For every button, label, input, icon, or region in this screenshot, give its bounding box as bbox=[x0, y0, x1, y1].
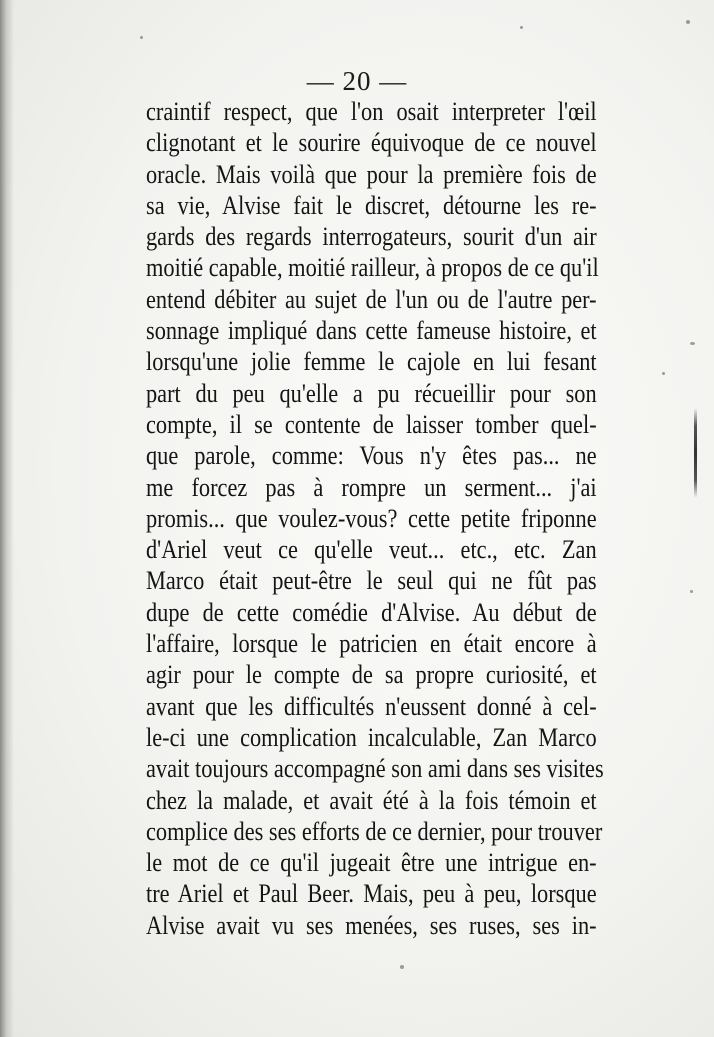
text-line: moitié capable, moitié railleur, à propos de ce qu'il bbox=[146, 253, 599, 283]
paper-speck bbox=[140, 36, 143, 39]
text-line: Alvise avait vu ses menées, ses ruses, ses in- bbox=[146, 910, 597, 940]
text-line: lorsqu'une jolie femme le cajole en lui fesant bbox=[146, 347, 597, 377]
text-line: oracle. Mais voilà que pour la première fois de bbox=[146, 159, 597, 189]
text-line: avait toujours accompagné son ami dans ses visites bbox=[146, 754, 604, 784]
paper-speck bbox=[662, 372, 665, 375]
text-line: clignotant et le sourire équivoque de ce nouvel bbox=[146, 128, 597, 158]
paper-speck bbox=[690, 590, 693, 593]
text-line: part du peu qu'elle a pu récueillir pour son bbox=[146, 378, 597, 408]
text-line: chez la malade, et avait été à la fois témoin et bbox=[146, 785, 597, 815]
body-text bbox=[146, 96, 604, 941]
text-line: entend débiter au sujet de l'un ou de l'autre per- bbox=[146, 284, 597, 314]
text-line: tre Ariel et Paul Beer. Mais, peu à peu, lorsque bbox=[146, 879, 597, 909]
scan-shadow-left-edge bbox=[0, 0, 14, 1037]
text-line: que parole, comme: Vous n'y êtes pas... ne bbox=[146, 441, 597, 471]
paper-speck bbox=[686, 20, 690, 24]
scan-mark-right bbox=[694, 408, 697, 498]
text-line: promis... que voulez-vous? cette petite friponne bbox=[146, 503, 597, 533]
text-line: le mot de ce qu'il jugeait être une intrigue en- bbox=[146, 848, 597, 878]
text-line: avant que les difficultés n'eussent donné à cel- bbox=[146, 691, 597, 721]
text-line: l'affaire, lorsque le patricien en était encore à bbox=[146, 629, 597, 659]
text-line: sa vie, Alvise fait le discret, détourne les re- bbox=[146, 190, 597, 220]
text-line: sonnage impliqué dans cette fameuse histoire, et bbox=[146, 316, 597, 346]
page-number: — 20 — bbox=[306, 66, 408, 96]
text-line: agir pour le compte de sa propre curiosité, et bbox=[146, 660, 597, 690]
text-line: le-ci une complication incalculable, Zan Marco bbox=[146, 722, 597, 752]
text-line: gards des regards interrogateurs, sourit d'un air bbox=[146, 222, 597, 252]
text-line: complice des ses efforts de ce dernier, pour trouver bbox=[146, 816, 603, 846]
text-line: dupe de cette comédie d'Alvise. Au début de bbox=[146, 597, 597, 627]
text-line: Marco était peut-être le seul qui ne fût pas bbox=[146, 566, 597, 596]
paper-speck bbox=[520, 26, 523, 29]
paper-speck bbox=[690, 342, 695, 345]
text-line: d'Ariel veut ce qu'elle veut... etc., etc. Zan bbox=[146, 535, 597, 565]
paper-speck bbox=[400, 965, 404, 969]
text-line: me forcez pas à rompre un serment... j'ai bbox=[146, 472, 597, 502]
text-line: craintif respect, que l'on osait interpreter l'œil bbox=[146, 97, 597, 126]
text-line: compte, il se contente de laisser tomber quel- bbox=[146, 409, 597, 439]
